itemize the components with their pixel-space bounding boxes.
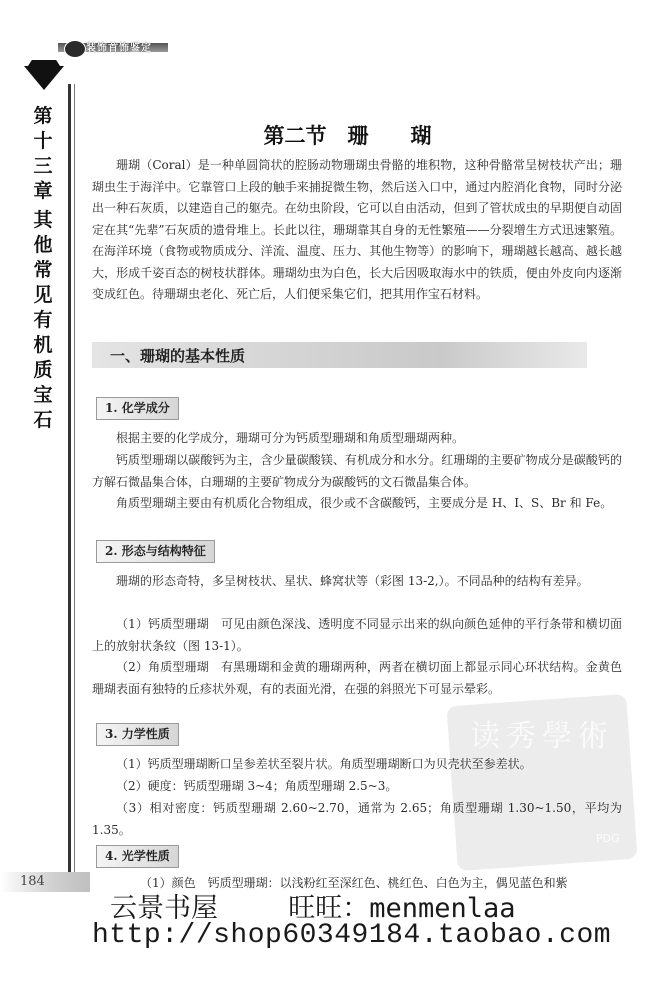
intro-paragraph: 珊瑚（Coral）是一种单圆筒状的腔肠动物珊瑚虫骨骼的堆积物，这种骨骼常呈树枝状产出；珊瑚虫生于海洋中。它靠管口上段的触手来捕捉微生物，然后送入口中，通过内腔消化食物，同时分泌出一种石灰质，以建造自己的躯壳。在幼虫阶段，它可以自由活动，但到了管状成虫的早期便自动固定在其“先辈”石灰质的遗骨堆上。长此以往，珊瑚靠其自身的无性繁殖——分裂增生方式迅速繁殖。在海洋环境（食物或物质成分、洋流、温度、压力、其他生物等）的影响下，珊瑚越长越高、越长越大，形成千姿百态的树枝状群体。珊瑚幼虫为白色，长大后因吸取海水中的铁质，便由外皮向内逐渐变成红色。待珊瑚虫老化、死亡后，人们便采集它们，把其用作宝石材料。: [92, 158, 622, 301]
margin-rule: [68, 84, 71, 874]
chem-paragraph-1: 根据主要的化学成分，珊瑚可分为钙质型珊瑚和角质型珊瑚两种。: [116, 431, 465, 445]
shop-watermark-line-1: 云景书屋 旺旺：menmenlaa: [110, 893, 516, 924]
margin-rule-thin: [74, 84, 75, 874]
mech-paragraph-1: （1）钙质型珊瑚断口呈参差状至裂片状。角质型珊瑚断口为贝壳状至参差状。: [116, 757, 532, 771]
page-number: 184: [20, 874, 45, 889]
morph-paragraph-2: （1）钙质型珊瑚 可见由颜色深浅、透明度不同显示出来的纵向颜色延伸的平行条带和横切面上的放射状条纹（图 13-1）。: [92, 617, 622, 653]
mech-paragraph-3: （3）相对密度：钙质型珊瑚 2.60~2.70，通常为 2.65；角质型珊瑚 1.30~1.50，平均为 1.35。: [92, 801, 622, 837]
mech-paragraph-2: （2）硬度：钙质型珊瑚 3~4；角质型珊瑚 2.5~3。: [116, 779, 398, 793]
morph-paragraph-1: 珊瑚的形态奇特，多呈树枝状、星状、蜂窝状等（彩图 13-2,）。不同品种的结构有差异。: [116, 574, 589, 588]
library-stamp-pdg: PDG: [596, 832, 620, 845]
chem-paragraph-2: 钙质型珊瑚以碳酸钙为主，含少量碳酸镁、有机成分和水分。红珊瑚的主要矿物成分是碳酸钙的方解石微晶集合体，白珊瑚的主要矿物成分为碳酸钙的文石微晶集合体。: [92, 453, 622, 489]
subheading-chemical: 1. 化学成分: [96, 397, 179, 420]
chapter-number: 第十三章: [33, 105, 53, 202]
page-number-tab: [0, 872, 90, 892]
chem-paragraph-3: 角质型珊瑚主要由有机质化合物组成，很少或不含碳酸钙，主要成分是 H、I、S、Br 和 Fe。: [116, 496, 613, 510]
chapter-name: 其他常见有机质宝石: [33, 209, 53, 431]
subheading-optical: 4. 光学性质: [96, 845, 179, 868]
diamond-icon: [24, 66, 64, 90]
shop-watermark-url: http://shop60349184.taobao.com: [92, 920, 612, 951]
library-stamp-text: 读秀學術: [470, 719, 614, 754]
book-title: 装饰首饰鉴定: [86, 43, 152, 54]
section-heading: 一、珊瑚的基本性质: [110, 347, 246, 365]
subheading-morphology: 2. 形态与结构特征: [96, 540, 215, 563]
morph-paragraph-3: （2）角质型珊瑚 有黑珊瑚和金黄的珊瑚两种，两者在横切面上都显示同心环状结构。金黄色珊瑚表面有独特的丘疹状外观，有的表面光滑，在强的斜照光下可显示晕彩。: [92, 660, 622, 696]
section-title: 第二节 珊 瑚: [263, 123, 432, 148]
optic-paragraph-1: （1）颜色 钙质型珊瑚：以浅粉红至深红色、桃红色、白色为主，偶见蓝色和紫: [140, 876, 568, 890]
book-logo-icon: [64, 40, 86, 58]
subheading-mechanical: 3. 力学性质: [96, 723, 179, 746]
